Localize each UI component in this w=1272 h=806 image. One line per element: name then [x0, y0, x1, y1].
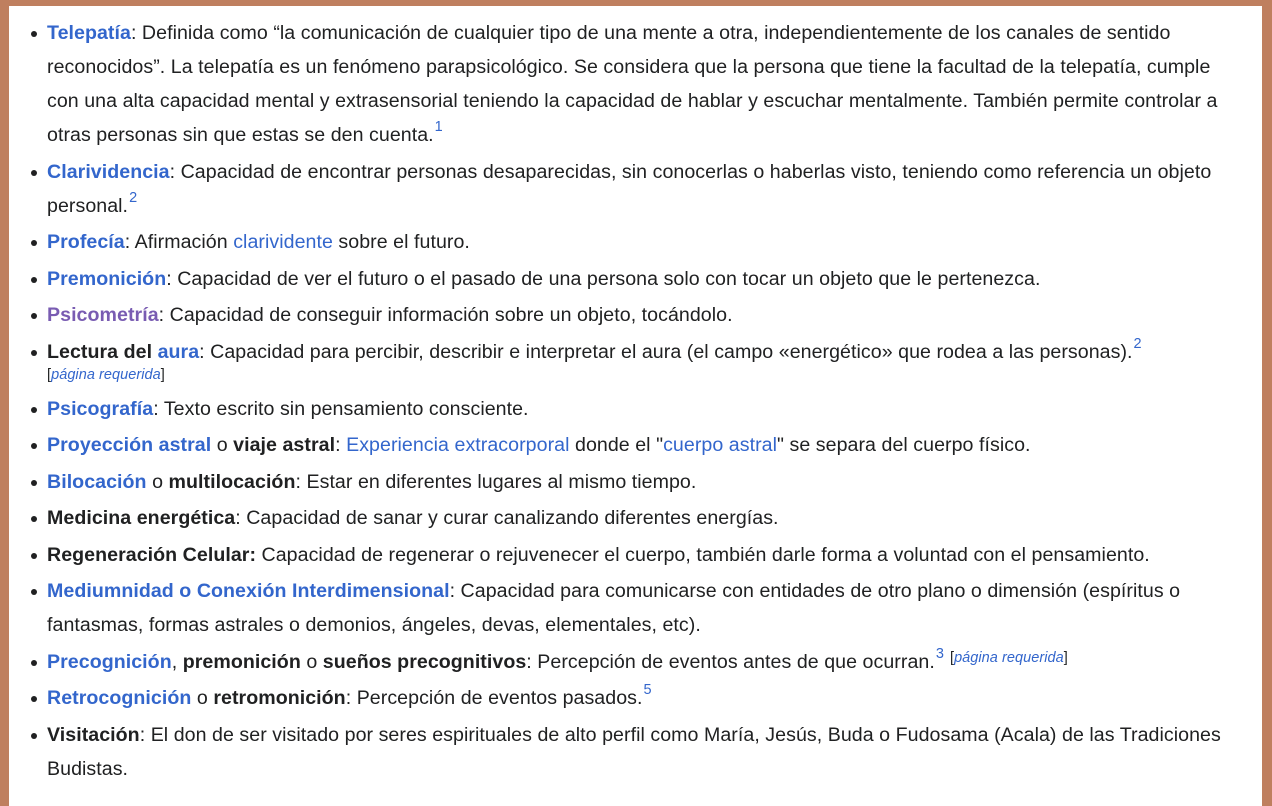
item-description: : Percepción de eventos pasados.: [345, 687, 643, 709]
item-description: donde el ": [569, 434, 664, 456]
list-item-telepatia: [47, 16, 1237, 152]
list-item-proyeccion-astral: [47, 428, 1237, 462]
item-description: : Capacidad para percibir, describir e interpretar el aura (el campo «energético» que rodea a las personas).: [199, 340, 1133, 363]
item-description: : Capacidad de ver el futuro o el pasado de una persona solo con tocar un objeto que le pertenezca.: [166, 267, 1041, 290]
list-item-clarividencia: [47, 155, 1237, 223]
term-visitacion: Visitación: [47, 723, 140, 746]
citation-ref: [435, 119, 443, 135]
link-precognicion[interactable]: Precognición: [47, 650, 172, 673]
citation-link[interactable]: 1: [434, 119, 443, 135]
citation-link[interactable]: 3: [935, 645, 944, 662]
link-profecia[interactable]: Profecía: [47, 231, 125, 253]
citation-ref: [1134, 336, 1142, 352]
list-item-psicografia: [47, 392, 1237, 426]
bracket-close: ]: [1063, 649, 1068, 666]
link-experiencia-extracorporal[interactable]: Experiencia extracorporal: [346, 434, 570, 456]
bracket-open: [: [47, 366, 52, 383]
abilities-list: [47, 16, 1237, 788]
item-description: sobre el futuro.: [332, 231, 470, 253]
list-item-visitacion: [47, 718, 1237, 786]
link-proyeccion-astral[interactable]: Proyección astral: [47, 434, 212, 456]
page-required-link[interactable]: página requerida: [51, 366, 161, 383]
item-description: : Capacidad de encontrar personas desaparecidas, sin conocerlas o haberlas visto, teniendo como referencia un objeto personal.: [47, 160, 1212, 217]
link-bilocacion[interactable]: Bilocación: [47, 470, 147, 493]
list-item-regeneracion-celular: [47, 538, 1237, 572]
link-clarividente[interactable]: clarividente: [233, 231, 333, 253]
link-premonicion[interactable]: Premonición: [47, 267, 167, 290]
link-psicografia[interactable]: Psicografía: [47, 397, 154, 420]
comma: ,: [171, 650, 183, 673]
item-description: : Capacidad de conseguir información sobre un objeto, tocándolo.: [158, 304, 733, 326]
item-description: Capacidad de regenerar o rejuvenecer el cuerpo, también darle forma a voluntad con el pensamiento.: [256, 543, 1150, 566]
link-telepatia[interactable]: Telepatía: [47, 22, 131, 44]
citation-ref: [644, 682, 652, 698]
list-item-retrocognicion: [47, 681, 1237, 715]
term-viaje-astral: viaje astral: [233, 434, 336, 456]
conjunction: o: [211, 434, 234, 456]
item-description: : Texto escrito sin pensamiento consciente.: [153, 397, 529, 420]
item-description: : Estar en diferentes lugares al mismo tiempo.: [295, 470, 697, 493]
term-regeneracion-celular: Regeneración Celular:: [47, 543, 257, 566]
conjunction: o: [191, 687, 214, 709]
list-item-medicina-energetica: [47, 501, 1237, 535]
page-required-note: [950, 650, 1068, 666]
term-premonicion: premonición: [182, 650, 301, 673]
term-multilocacion: multilocación: [168, 470, 296, 493]
citation-link[interactable]: 2: [129, 189, 138, 206]
link-retrocognicion[interactable]: Retrocognición: [47, 687, 192, 709]
link-psicometria[interactable]: Psicometría: [47, 304, 159, 326]
article-content: [9, 6, 1262, 806]
link-mediumnidad[interactable]: Mediumnidad o Conexión Interdimensional: [47, 580, 450, 602]
page-required-link[interactable]: página requerida: [954, 649, 1064, 666]
bracket-close: ]: [160, 366, 165, 383]
item-description: : Capacidad de sanar y curar canalizando diferentes energías.: [235, 507, 779, 529]
list-item-precognicion: [47, 645, 1237, 679]
term-text: Lectura del: [47, 340, 158, 363]
item-description: : El don de ser visitado por seres espirituales de alto perfil como María, Jesús, Buda o Fudosama (Acala) de las Tradiciones Budistas.: [47, 723, 1221, 780]
conjunction: o: [300, 650, 323, 673]
conjunction: o: [146, 470, 169, 493]
link-clarividencia[interactable]: Clarividencia: [47, 160, 170, 183]
list-item-psicometria: [47, 298, 1237, 332]
page-required-note: [47, 365, 1237, 385]
list-item-bilocacion: [47, 465, 1237, 499]
citation-ref: [129, 190, 137, 206]
item-description: : Capacidad para comunicarse con entidades de otro plano o dimensión (espíritus o fantasmas, formas astrales o demonios, ángeles, devas, elementales, etc).: [47, 580, 1181, 636]
link-aura[interactable]: aura: [157, 340, 200, 363]
citation-link[interactable]: 2: [1133, 335, 1142, 352]
list-item-lectura-aura: [47, 335, 1237, 385]
item-description: : Definida como “la comunicación de cualquier tipo de una mente a otra, independientemente de los canales de sentido reconocidos”. La telepatía es un fenómeno parapsicológico. Se considera que la persona que tiene la facultad de la telepatía, cumple con una alta capacidad mental y extrasensorial teniendo la capacidad de hablar y escuchar mentalmente. También permite controlar a otras personas sin que estas se den cuenta.: [47, 22, 1218, 146]
link-cuerpo-astral[interactable]: cuerpo astral: [663, 434, 777, 456]
list-item-mediumnidad: [47, 574, 1237, 642]
separator: :: [335, 434, 347, 456]
list-item-profecia: [47, 225, 1237, 259]
item-description: : Percepción de eventos antes de que ocurran.: [526, 650, 935, 673]
term-suenos-precognitivos: sueños precognitivos: [322, 650, 527, 673]
term-medicina-energetica: Medicina energética: [47, 507, 236, 529]
item-description: : Afirmación: [124, 231, 234, 253]
list-item-premonicion: [47, 262, 1237, 296]
item-description: " se separa del cuerpo físico.: [777, 434, 1031, 456]
citation-link[interactable]: 5: [643, 682, 652, 698]
citation-ref: [936, 646, 944, 662]
term-retromonicion: retromonición: [213, 687, 346, 709]
bracket-open: [: [949, 649, 955, 666]
